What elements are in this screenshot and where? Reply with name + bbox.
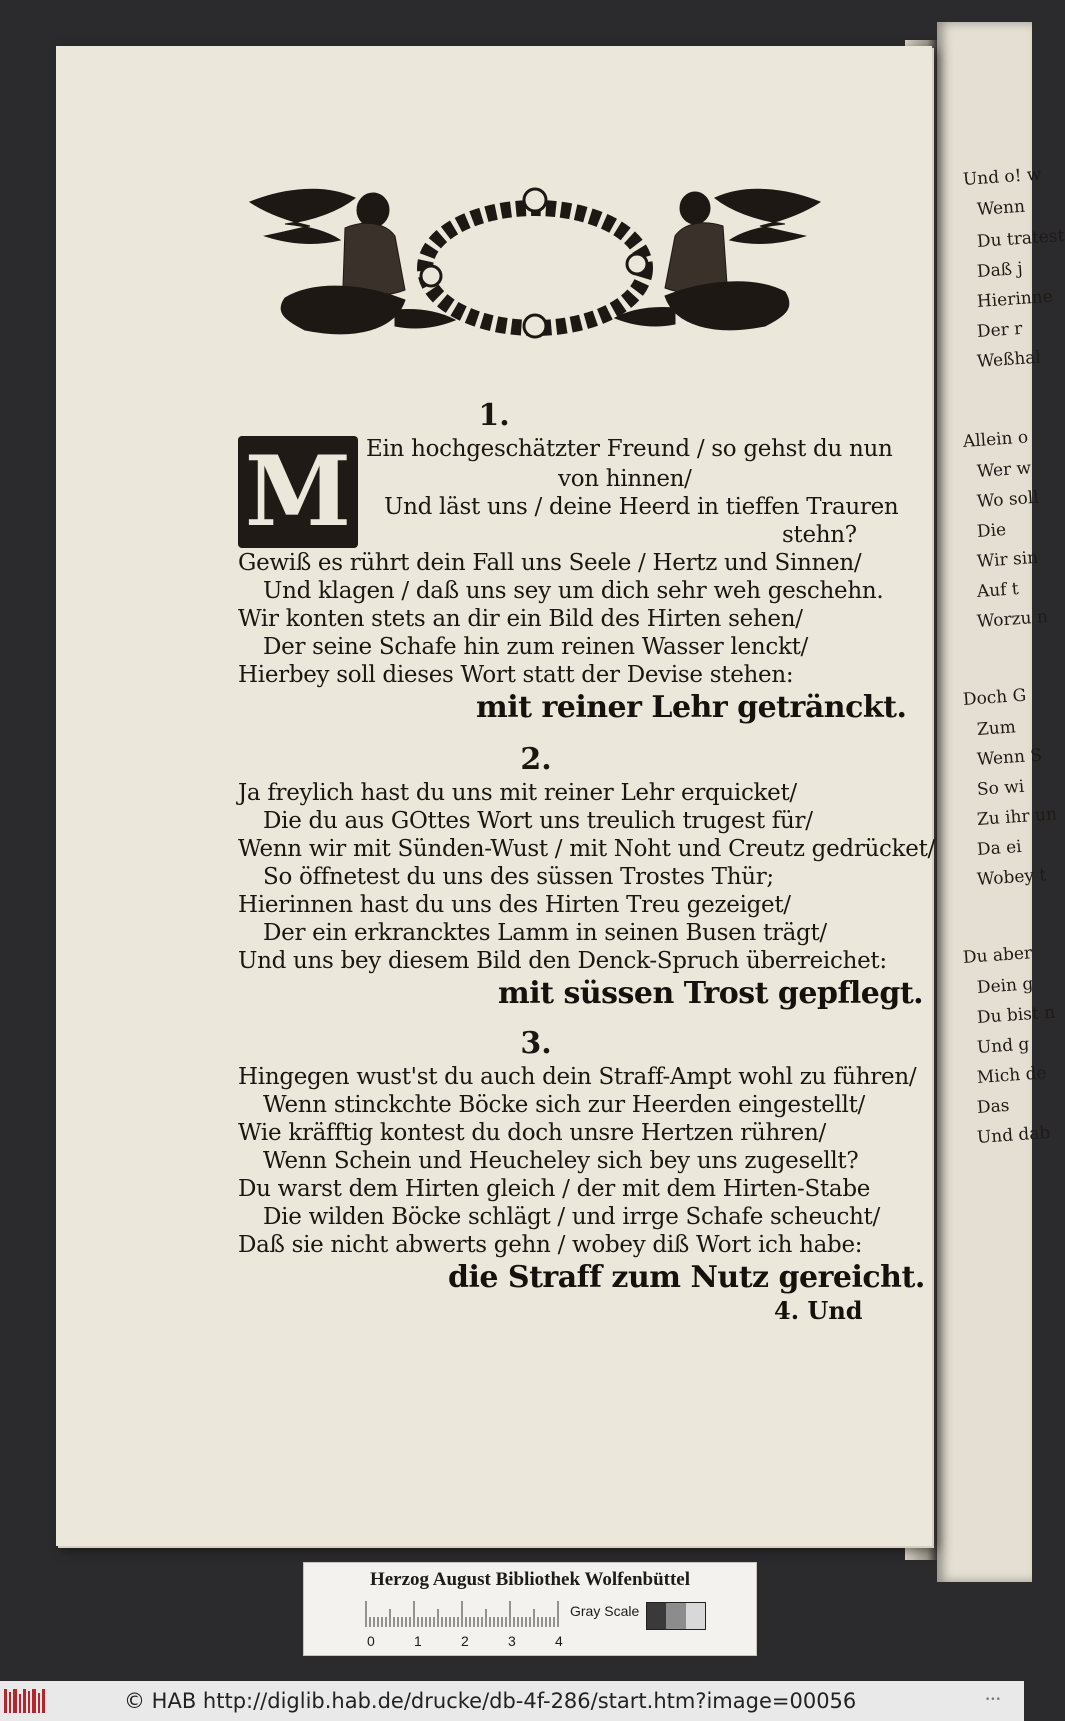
stanza-motto: mit reiner Lehr getränckt.: [476, 690, 907, 725]
verse-line: Wir konten stets an dir ein Bild des Hirten sehen/: [238, 606, 803, 632]
facing-page-line: Du aber: [962, 943, 1033, 968]
facing-page-line: Wir sin: [976, 547, 1039, 572]
decorated-initial: [238, 436, 358, 548]
initial-letter: M: [244, 435, 352, 548]
rosette-icon: [524, 189, 546, 211]
verse-line: Wie kräfftig kontest du doch unsre Hertzen rühren/: [238, 1120, 826, 1146]
stanza-motto: mit süssen Trost gepflegt.: [498, 976, 924, 1011]
facing-page-line: Wo soll: [976, 487, 1040, 512]
rosette-icon: [627, 254, 647, 274]
facing-page-line: Und g: [976, 1034, 1031, 1058]
verse-line: Du warst dem Hirten gleich / der mit dem Hirten-Stabe: [238, 1176, 871, 1202]
footer-corner-mark: •••: [985, 1695, 1001, 1705]
stanza-motto: die Straff zum Nutz gereicht.: [448, 1260, 925, 1295]
verse-line: Gewiß es rührt dein Fall uns Seele / Hertz und Sinnen/: [238, 550, 862, 576]
verse-line: Hierbey soll dieses Wort statt der Devise stehen:: [238, 662, 794, 688]
verse-line: Hierinnen hast du uns des Hirten Treu gezeiget/: [238, 892, 791, 918]
facing-page-line: Die: [976, 519, 1007, 542]
facing-page-line: So wi: [976, 776, 1025, 800]
ruler-number: 1: [414, 1633, 422, 1649]
verse-line: Ja freylich hast du uns mit reiner Lehr erquicket/: [238, 780, 797, 806]
facing-page-line: Wer w: [976, 458, 1032, 482]
stanza-2-number: 2.: [520, 742, 552, 777]
facing-page-line: Hierinne: [976, 286, 1054, 312]
ruler-number: 0: [367, 1633, 375, 1649]
verse-line: Der ein erkrancktes Lamm in seinen Busen trägt/: [263, 920, 827, 946]
rosette-icon: [421, 266, 441, 286]
left-wing-icon: [250, 189, 355, 243]
right-wing-icon: [715, 189, 820, 243]
facing-page-line: Worzu n: [976, 607, 1049, 632]
hab-logo-icon[interactable]: [4, 1689, 48, 1713]
verse-line: Hingegen wust'st du auch dein Straff-Ampt wohl zu führen/: [238, 1064, 917, 1090]
source-url[interactable]: © HAB http://diglib.hab.de/drucke/db-4f-286/start.htm?image=00056: [124, 1689, 857, 1713]
gray-scale-patches: [646, 1602, 706, 1630]
gray-patch-dark: [647, 1603, 666, 1629]
stanza-1-number: 1.: [478, 398, 510, 433]
verse-line: Wenn Schein und Heucheley sich bey uns zugesellt?: [263, 1148, 859, 1174]
verse-line: Und läst uns / deine Heerd in tieffen Trauren: [384, 494, 899, 520]
verse-line: Die du aus GOttes Wort uns treulich trugest für/: [263, 808, 813, 834]
facing-page-line: Zum: [976, 717, 1017, 740]
facing-page-line: Allein o: [962, 427, 1029, 452]
facing-page-line: Mich de: [976, 1063, 1048, 1088]
angel-wreath-ornament: [245, 180, 825, 370]
gray-scale-label: Gray Scale: [570, 1603, 640, 1619]
viewer-footer: [0, 1681, 1024, 1721]
rosette-icon: [524, 315, 546, 337]
verse-line: von hinnen/: [558, 466, 692, 492]
facing-page-line: Auf t: [976, 579, 1020, 602]
facing-page-line: Dein g: [976, 974, 1034, 998]
verse-line: Und uns bey diesem Bild den Denck-Spruch überreichet:: [238, 948, 887, 974]
facing-page-line: Da ei: [976, 836, 1023, 860]
verse-line: Der seine Schafe hin zum reinen Wasser lenckt/: [263, 634, 808, 660]
facing-page-line: Wobey t: [976, 865, 1047, 890]
ruler-number: 4: [555, 1633, 563, 1649]
facing-page-line: Wenn: [976, 196, 1026, 220]
gray-patch-mid: [666, 1603, 685, 1629]
verse-line: Daß sie nicht abwerts gehn / wobey diß Wort ich habe:: [238, 1232, 863, 1258]
facing-page-line: Zu ihr un: [976, 804, 1058, 830]
facing-page-line: Und o! w: [962, 164, 1043, 190]
verse-line: Ein hochgeschätzter Freund / so gehst du nun: [366, 436, 893, 462]
stanza-3-number: 3.: [520, 1026, 552, 1061]
facing-page-line: Doch G: [962, 685, 1027, 710]
facing-page-line: Daß j: [976, 258, 1024, 282]
verse-line: Wenn wir mit Sünden-Wust / mit Noht und Creutz gedrücket/: [238, 836, 935, 862]
catchword: 4. Und: [774, 1296, 863, 1325]
ruler-number: 3: [508, 1633, 516, 1649]
facing-page-line: Du bist n: [976, 1002, 1056, 1028]
library-name: Herzog August Bibliothek Wolfenbüttel: [369, 1569, 691, 1590]
facing-page-line: Der r: [976, 318, 1023, 342]
verse-line: Die wilden Böcke schlägt / und irrge Schafe scheucht/: [263, 1204, 880, 1230]
facing-page-line: Und dab: [976, 1122, 1051, 1148]
facing-page: [937, 22, 1065, 1582]
verse-line: So öffnetest du uns des süssen Trostes Thür;: [263, 864, 774, 890]
color-calibration-card: [303, 1562, 757, 1656]
facing-page-line: Weßhal: [976, 347, 1042, 372]
facing-page-line: Das: [976, 1095, 1011, 1118]
ruler-scale: [364, 1601, 560, 1627]
facing-page-line: Du tratest: [976, 225, 1065, 252]
facing-page-line: Wenn S: [976, 745, 1043, 770]
ruler-number: 2: [461, 1633, 469, 1649]
verse-line: stehn?: [782, 522, 857, 548]
verse-line: Und klagen / daß uns sey um dich sehr weh geschehn.: [263, 578, 884, 604]
gray-patch-light: [686, 1603, 705, 1629]
verse-line: Wenn stinckchte Böcke sich zur Heerden eingestellt/: [263, 1092, 866, 1118]
